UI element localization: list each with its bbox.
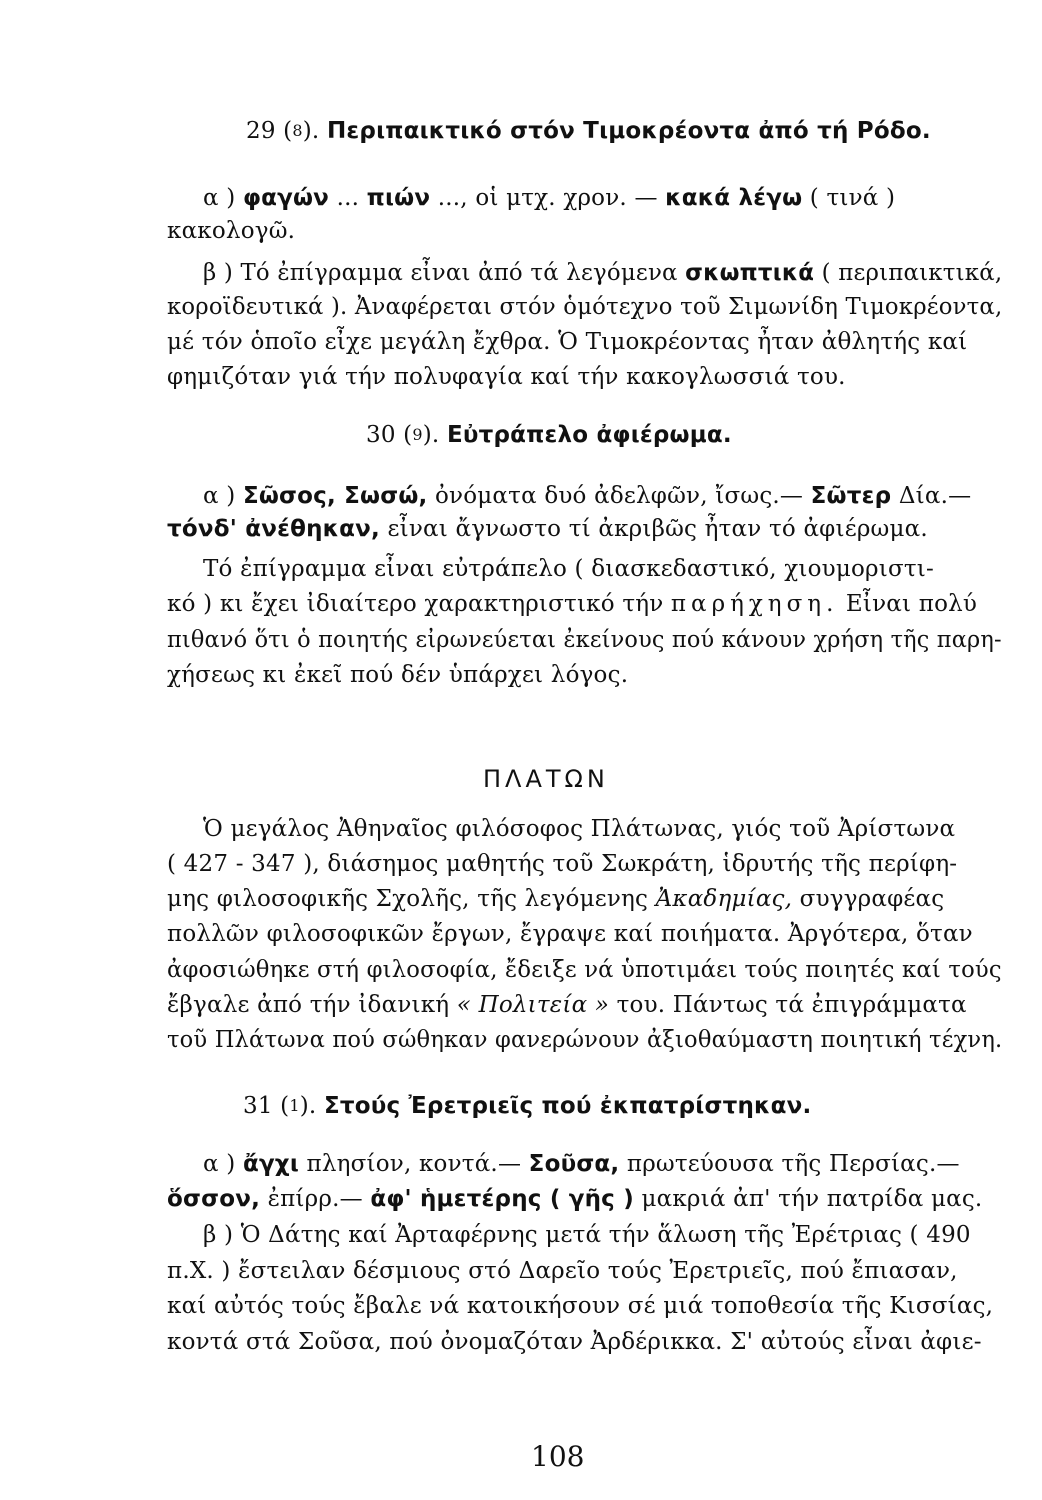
section-31-b-line2: π.Χ. ) ἔστειλαν δέσμιους στό Δαρεῖο τούς Ἐρετριεῖς, πού ἔπιασαν,: [167, 1258, 958, 1284]
section-31-b-line4: κοντά στά Σοῦσα, πού ὀνομαζόταν Ἀρδέρικκα. Σ' αὐτούς εἶναι ἀφιε-: [167, 1329, 982, 1355]
section-29-b-line2: κοροϊδευτικά ). Ἀναφέρεται στόν ὁμότεχνο τοῦ Σιμωνίδη Τιμοκρέοντα,: [167, 294, 1003, 320]
section-number: 29: [246, 118, 276, 144]
footnote-ref: 9: [412, 425, 423, 444]
section-31-heading: 31 (1). Στούς Ἐρετριεῖς πού ἐκπατρίστηκαν.: [243, 1093, 812, 1119]
section-31-a-line1: α ) ἄγχι πλησίον, κοντά.— Σοῦσα, πρωτεύουσα τῆς Περσίας.—: [203, 1151, 960, 1177]
section-30-b-line3: πιθανό ὅτι ὁ ποιητής εἰρωνεύεται ἐκείνους πού κάνουν χρήση τῆς παρη-: [167, 627, 1002, 653]
platon-line3: μης φιλοσοφικῆς Σχολῆς, τῆς λεγόμενης Ἀκαδημίας, συγγραφέας: [167, 886, 945, 912]
section-30-heading: 30 (9). Εὐτράπελο ἀφιέρωμα.: [366, 422, 732, 448]
footnote-ref: 1: [289, 1096, 300, 1115]
section-number: 30: [366, 422, 396, 448]
section-29-b-line4: φημιζόταν γιά τήν πολυφαγία καί τήν κακογλωσσιά του.: [167, 364, 846, 390]
section-title: Εὐτράπελο ἀφιέρωμα.: [446, 422, 732, 448]
section-title: Στούς Ἐρετριεῖς πού ἐκπατρίστηκαν.: [323, 1093, 812, 1119]
section-29-b-line1: β ) Τό ἐπίγραμμα εἶναι ἀπό τά λεγόμενα σκωπτικά ( περιπαικτικά,: [203, 260, 1003, 286]
section-29-a-line2: κακολογῶ.: [167, 218, 296, 244]
platon-line6: ἔβγαλε ἀπό τήν ἰδανική « Πολιτεία » του. Πάντως τά ἐπιγράμματα: [167, 992, 967, 1018]
section-number: 31: [243, 1093, 273, 1119]
platon-line5: ἀφοσιώθηκε στή φιλοσοφία, ἔδειξε νά ὑποτιμάει τούς ποιητές καί τούς: [167, 957, 1002, 983]
platon-line4: πολλῶν φιλοσοφικῶν ἔργων, ἔγραψε καί ποιήματα. Ἀργότερα, ὅταν: [167, 921, 973, 947]
platon-line1: Ὁ μεγάλος Ἀθηναῖος φιλόσοφος Πλάτωνας, γιός τοῦ Ἀρίστωνα: [203, 816, 956, 842]
section-29-a-line1: α ) φαγών ... πιών ..., οἱ μτχ. χρον. — κακά λέγω ( τινά ): [203, 185, 896, 211]
platon-line7: τοῦ Πλάτωνα πού σώθηκαν φανερώνουν ἀξιοθαύμαστη ποιητική τέχνη.: [167, 1027, 1003, 1053]
platon-line2: ( 427 - 347 ), διάσημος μαθητής τοῦ Σωκράτη, ἱδρυτής τῆς περίφη-: [167, 851, 958, 877]
section-31-b-line3: καί αὐτός τούς ἔβαλε νά κατοικήσουν σέ μιά τοποθεσία τῆς Κισσίας,: [167, 1293, 994, 1319]
section-31-b-line1: β ) Ὁ Δάτης καί Ἀρταφέρνης μετά τήν ἅλωση τῆς Ἐρέτριας ( 490: [203, 1222, 971, 1248]
section-30-a-line1: α ) Σῶσος, Σωσώ, ὀνόματα δυό ἀδελφῶν, ἴσως.— Σῶτερ Δία.—: [203, 483, 972, 509]
section-30-b-line4: χήσεως κι ἐκεῖ πού δέν ὑπάρχει λόγος.: [167, 662, 629, 688]
section-30-a-line2: τόνδ' ἀνέθηκαν, εἶναι ἄγνωστο τί ἀκριβῶς ἦταν τό ἀφιέρωμα.: [167, 516, 928, 542]
footnote-ref: 8: [292, 121, 303, 140]
section-29-heading: 29 (8). Περιπαικτικό στόν Τιμοκρέοντα ἀπό τή Ρόδο.: [246, 118, 931, 144]
section-title: Περιπαικτικό στόν Τιμοκρέοντα ἀπό τή Ρόδο.: [326, 118, 931, 144]
section-30-b-line2: κό ) κι ἔχει ἰδιαίτερο χαρακτηριστικό τήν παρήχηση. Εἶναι πολύ: [167, 591, 978, 617]
section-31-a-line2: ὅσσον, ἐπίρρ.— ἀφ' ἡμετέρης ( γῆς ) μακριά ἀπ' τήν πατρίδα μας.: [167, 1186, 983, 1212]
section-29-b-line3: μέ τόν ὁποῖο εἶχε μεγάλη ἔχθρα. Ὁ Τιμοκρέοντας ἦταν ἀθλητής καί: [167, 329, 968, 355]
author-title: ΠΛΑΤΩΝ: [483, 765, 609, 793]
page-number: 108: [531, 1440, 585, 1473]
section-30-b-line1: Τό ἐπίγραμμα εἶναι εὐτράπελο ( διασκεδαστικό, χιουμοριστι-: [203, 556, 935, 582]
